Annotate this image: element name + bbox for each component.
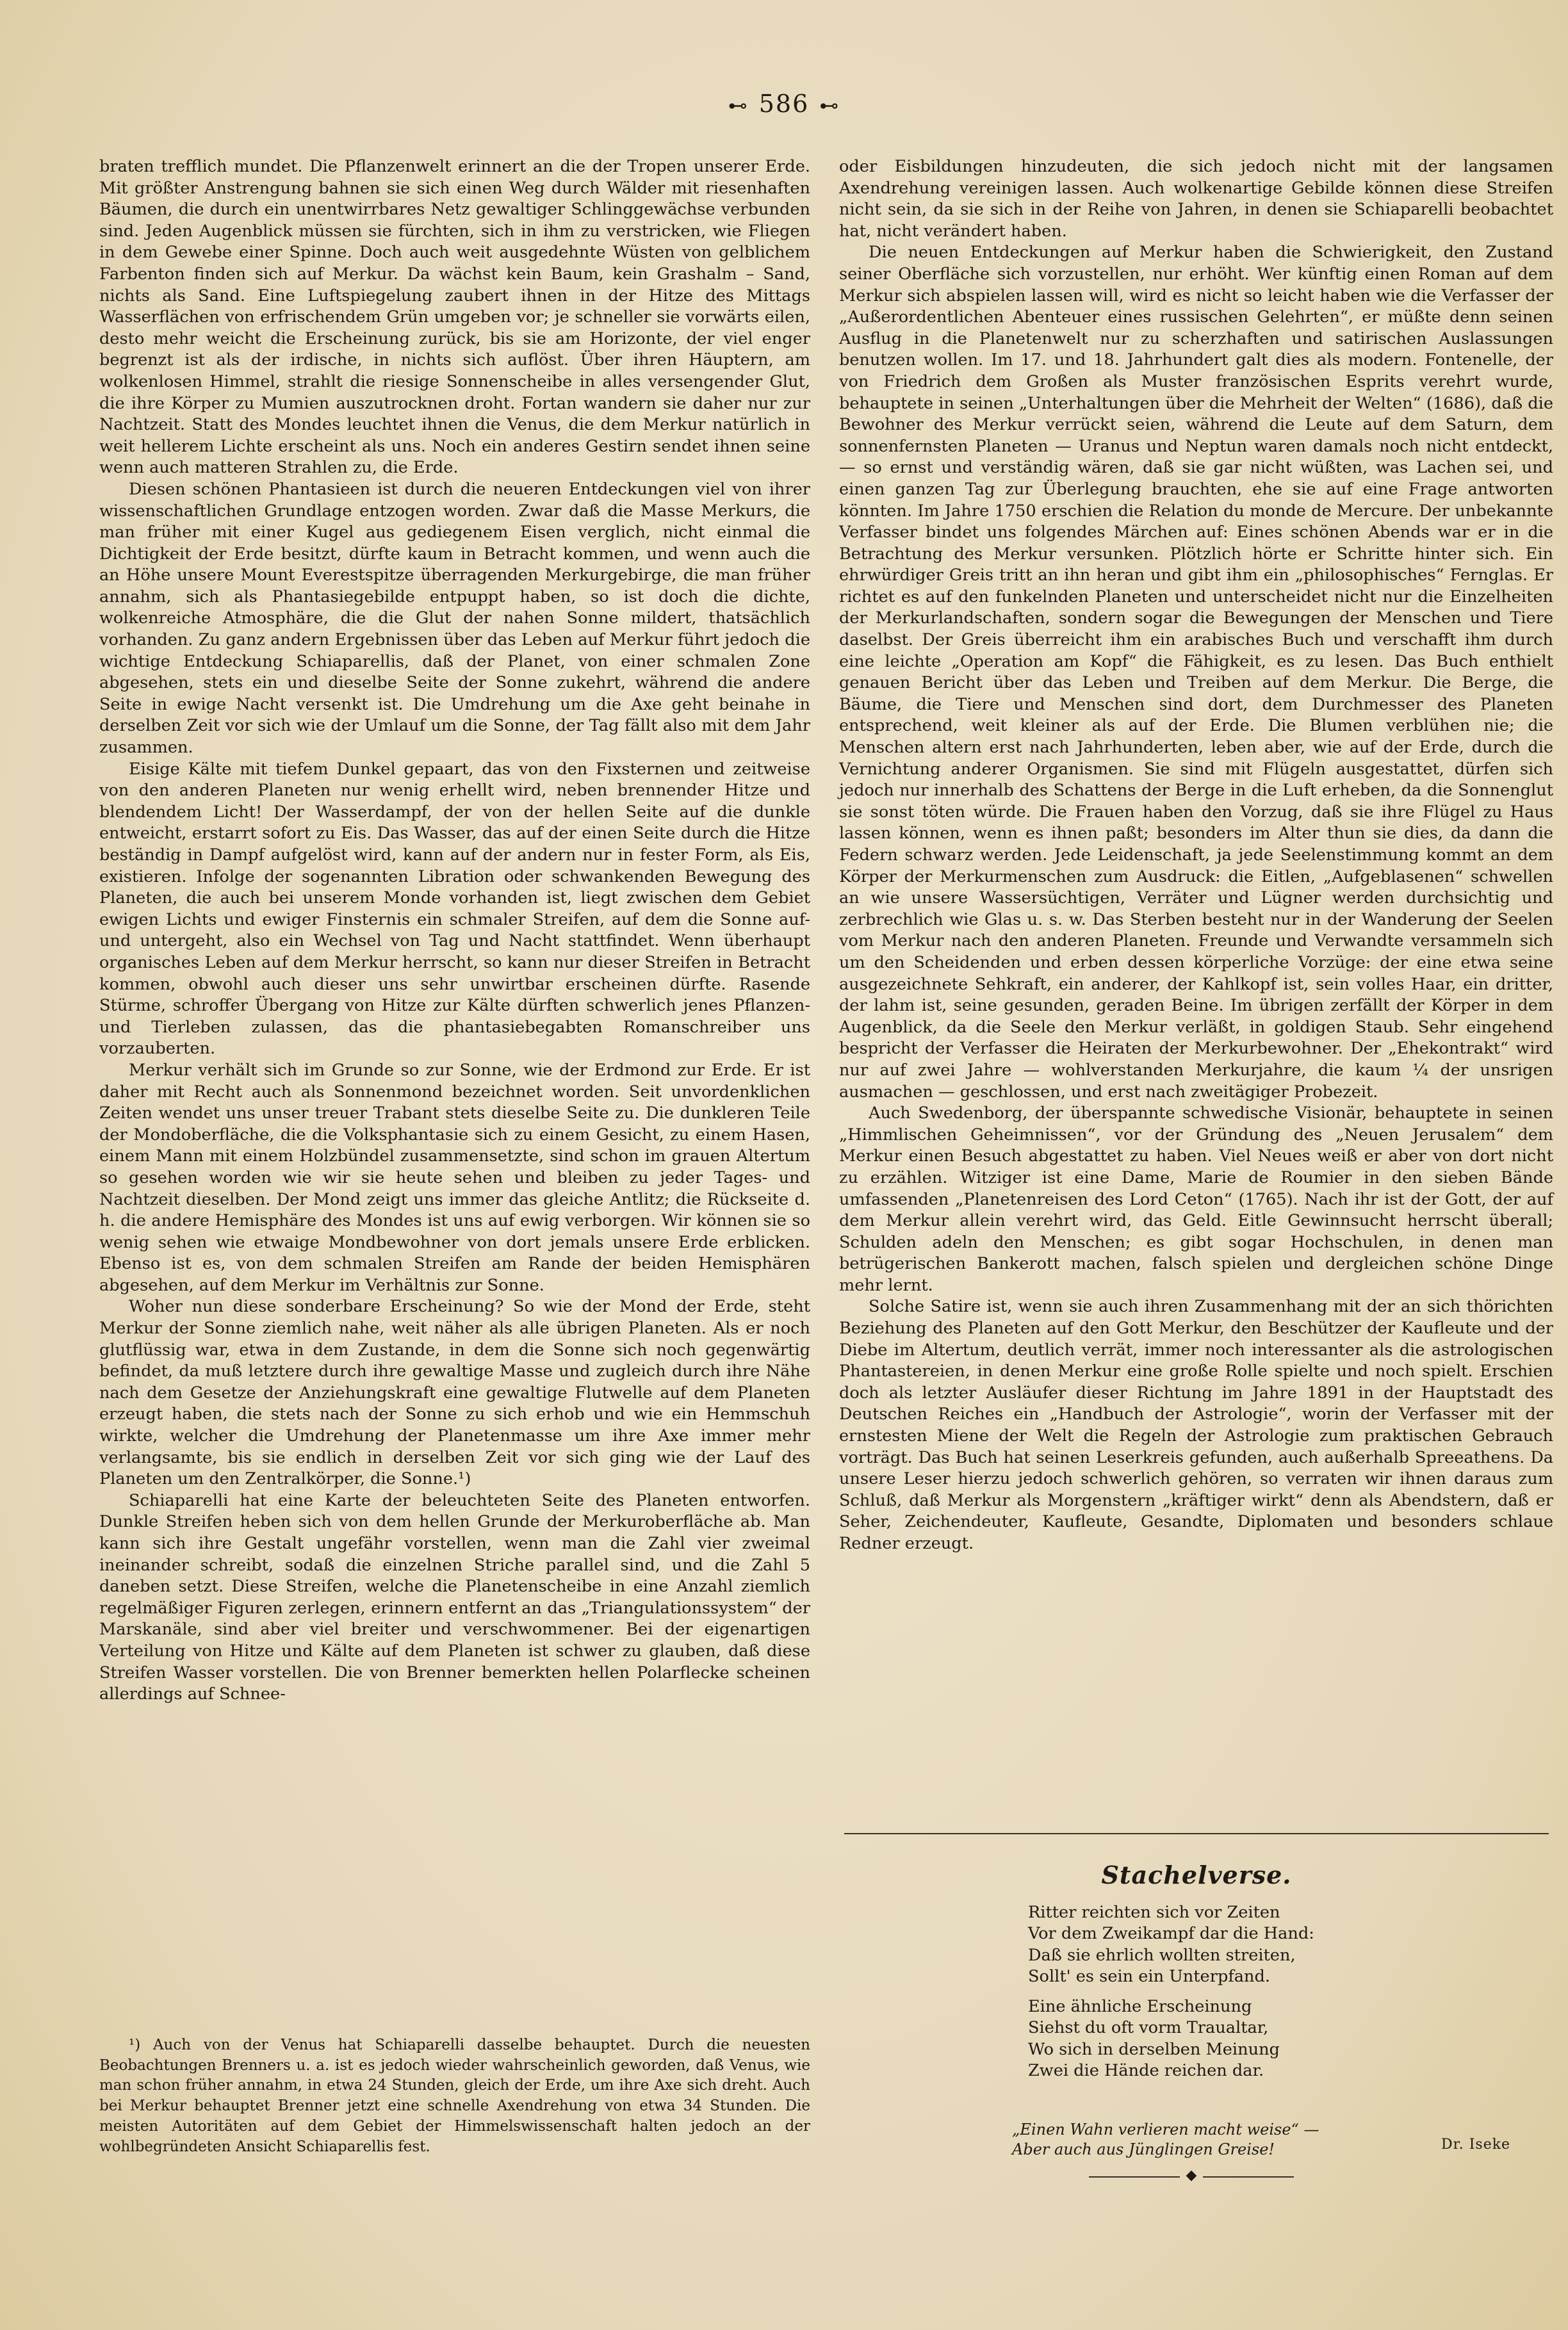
- end-ornament-glyph: ◆: [1180, 2167, 1204, 2183]
- right-paragraph: Solche Satire ist, wenn sie auch ihren Zusammenhang mit der an sich thörichten Beziehung des Planeten auf den Gott Merkur, den Beschützer der Kaufleute und der Diebe im Altertum, deutlich verrät, immer noch interessanter als die astrologischen Phantastereien, in denen Merkur eine große Rolle spielte und noch spielt. Erschien doch als letzter Ausläufer dieser Richtung im Jahre 1891 in der Hauptstadt des Deutschen Reiches ein „Handbuch der Astrologie“, worin der Verfasser mit der ernstesten Miene der Welt die Regeln der Astrologie zum praktischen Gebrauch vorträgt. Das Buch hat seinen Leserkreis gefunden, auch außerhalb Spreeathens. Da unsere Leser hierzu jedoch schwerlich gehören, so verraten wir ihnen daraus zum Schluß, daß Merkur als Morgenstern „kräftiger wirkt“ denn als Abendstern, daß er Seher, Zeichendeuter, Kaufleute, Gesandte, Diplomaten und besonders schlaue Redner erzeugt.: [839, 1297, 1553, 1553]
- poem-line: Siehst du oft vorm Traualtar,: [1028, 2018, 1269, 2038]
- right-column: [839, 156, 1553, 1555]
- right-paragraph: Die neuen Entdeckungen auf Merkur haben die Schwierigkeit, den Zustand seiner Oberfläche sich vorzustellen, nur erhöht. Wer künftig einen Roman auf dem Merkur sich abspielen lassen will, wird es nicht so leicht haben wie die Verfasser der „Außerordentlichen Abenteuer eines russischen Gelehrten“, er müßte denn seinen Ausflug in die Planetenwelt nur zu scherzhaften und satirischen Auslassungen benutzen wollen. Im 17. und 18. Jahrhundert galt dies als modern. Fontenelle, der von Friedrich dem Großen als Muster französischen Esprits verehrt wurde, behauptete in seinen „Unterhaltungen über die Mehrheit der Welten“ (1686), daß die Bewohner des Merkur verrückt seien, während die Leute auf dem Saturn, dem sonnenfernsten Planeten — Uranus und Neptun waren damals noch nicht entdeckt, — so ernst und verständig wären, daß sie gar nicht wüßten, was Lachen sei, und einen ganzen Tag zur Überlegung brauchten, ehe sie auf eine Frage antworten könnten. Im Jahre 1750 erschien die Relation du monde de Mercure. Der unbekannte Verfasser bindet uns folgendes Märchen auf: Eines schönen Abends war er in die Betrachtung des Merkur versunken. Plötzlich hörte er Schritte hinter sich. Ein ehrwürdiger Greis tritt an ihn heran und gibt ihm ein „philosophisches“ Fernglas. Er richtet es auf den funkelnden Planeten und unterscheidet nicht nur die Einzelheiten der Merkurlandschaften, sondern sogar die Bewegungen der Menschen und Tiere daselbst. Der Greis überreicht ihm ein arabisches Buch und verschafft ihm durch eine leichte „Operation am Kopf“ die Fähigkeit, es zu lesen. Das Buch enthielt genauen Bericht über das Leben und Treiben auf dem Merkur. Die Berge, die Bäume, die Tiere und Menschen sind dort, dem Durchmesser des Planeten entsprechend, weit kleiner als auf der Erde. Die Blumen verblühen nie; die Menschen altern erst nach Jahrhunderten, leben aber, wie auf der Erde, durch die Vernichtung anderer Organismen. Sie sind mit Flügeln ausgestattet, dürfen sich jedoch nur innerhalb des Schattens der Berge in die Luft erheben, da die Sonnenglut sie sonst töten würde. Die Frauen haben den Vorzug, daß sie ihre Flügel zu Haus lassen können, wenn es ihnen paßt; besonders im Alter thun sie dies, da dann die Federn schwarz werden. Jede Leidenschaft, ja jede Seelenstimmung kommt an dem Körper der Merkurmenschen zum Ausdruck: die Eitlen, „Aufgeblasenen“ schwellen an wie unsere Wassersüchtigen, Verräter und Lügner werden durchsichtig und zerbrechlich wie Glas u. s. w. Das Sterben besteht nur in der Wanderung der Seelen vom Merkur nach den anderen Planeten. Freunde und Verwandte versammeln sich um den Scheidenden und erben dessen körperliche Vorzüge: der eine etwa seine ausgezeichnete Sehkraft, ein anderer, der Kahlkopf ist, sein volles Haar, ein dritter, der lahm ist, seine gesunden, geraden Beine. Im übrigen zerfällt der Körper in dem Augenblick, da die Seele den Merkur verläßt, in goldigen Staub. Sehr eingehend bespricht der Verfasser die Heiraten der Merkurbewohner. Der „Ehekontrakt“ wird nur auf zwei Jahre — wohlverstanden Merkurjahre, die kaum ¼ der unsrigen ausmachen — geschlossen, und erst nach zweitägiger Probezeit.: [839, 243, 1553, 1102]
- end-ornament: [1089, 2167, 1294, 2194]
- poem-title: Stachelverse.: [1101, 1861, 1292, 1889]
- poem-line: Daß sie ehrlich wollten streiten,: [1028, 1945, 1296, 1965]
- poem-line: Wo sich in derselben Meinung: [1028, 2039, 1280, 2059]
- poem-stanza: [1028, 1996, 1528, 2082]
- left-paragraph: Diesen schönen Phantasieen ist durch die neueren Entdeckungen viel von ihrer wissenschaftlichen Grundlage entzogen worden. Zwar daß die Masse Merkurs, die man früher mit einer Kugel aus gediegenem Eisen verglich, nicht einmal die Dichtigkeit der Erde besitzt, dürfte kaum in Betracht kommen, und wenn auch die an Höhe unsere Mount Everestspitze überragenden Merkurgebirge, die man früher annahm, sich als Phantasiegebilde entpuppt haben, so ist doch die dichte, wolkenreiche Atmosphäre, die die Glut der nahen Sonne mildert, thatsächlich vorhanden. Zu ganz andern Ergebnissen über das Leben auf Merkur führt jedoch die wichtige Entdeckung Schiaparellis, daß der Planet, von einer schmalen Zone abgesehen, stets ein und dieselbe Seite der Sonne zukehrt, während die andere Seite in ewige Nacht versenkt ist. Die Umdrehung um die Axe geht beinahe in derselben Zeit vor sich wie der Umlauf um die Sonne, der Tag fällt also mit dem Jahr zusammen.: [99, 479, 810, 758]
- ornament-left: ⊷: [728, 95, 749, 117]
- poem-author: Dr. Iseke: [1441, 2137, 1511, 2153]
- poem-line: Ritter reichten sich vor Zeiten: [1028, 1903, 1280, 1922]
- right-paragraph: Auch Swedenborg, der überspannte schwedische Visionär, behauptete in seinen „Himmlischen Geheimnissen“, vor der Gründung des „Neuen Jerusalem“ dem Merkur einen Besuch abgestattet zu haben. Viel Neues weiß er aber von dort nicht zu erzählen. Witziger ist eine Dame, Marie de Roumier in den sieben Bände umfassenden „Planetenreisen des Lord Ceton“ (1765). Nach ihr ist der Gott, der auf dem Merkur allein verehrt wird, das Geld. Eitle Gewinnsucht herrscht überall; Schulden adeln den Menschen; es gibt sogar Hochschulen, in denen man betrügerischen Bankerott machen, falsch spielen und dergleichen schöne Dinge mehr lernt.: [839, 1104, 1553, 1295]
- page-number-header: [0, 90, 1568, 118]
- left-paragraph: Merkur verhält sich im Grunde so zur Sonne, wie der Erdmond zur Erde. Er ist daher mit Recht auch als Sonnenmond bezeichnet worden. Seit unvordenklichen Zeiten wendet uns unser treuer Trabant stets dieselbe Seite zu. Die dunkleren Teile der Mondoberfläche, die die Volksphantasie sich zu einem Gesicht, zu einem Hasen, einem Mann mit einem Holzbündel zusammensetzte, sind schon im grauen Altertum so gesehen worden wie wir sie heute sehen und bleiben zu jeder Tages- und Nachtzeit dieselben. Der Mond zeigt uns immer das gleiche Antlitz; die Rückseite d. h. die andere Hemisphäre des Mondes ist uns auf ewig verborgen. Wir können sie so wenig sehen wie etwaige Mondbewohner von dort jemals unsere Erde erblicken. Ebenso ist es, von dem schmalen Streifen am Rande der beiden Hemisphären abgesehen, auf dem Merkur im Verhältnis zur Sonne.: [99, 1060, 810, 1295]
- left-paragraph: Eisige Kälte mit tiefem Dunkel gepaart, das von den Fixsternen und zeitweise von den anderen Planeten nur wenig erhellt wird, neben brennender Hitze und blendendem Licht! Der Wasserdampf, der von der hellen Seite auf die dunkle entweicht, erstarrt sofort zu Eis. Das Wasser, das auf der einen Seite durch die Hitze beständig in Dampf aufgelöst wird, kann auf der andern nur in fester Form, als Eis, existieren. Infolge der sogenannten Libration oder schwankenden Bewegung des Planeten, die auch bei unserem Monde vorhanden ist, liegt zwischen dem Gebiet ewigen Lichts und ewiger Finsternis ein schmaler Streifen, auf dem die Sonne auf- und untergeht, also ein Wechsel von Tag und Nacht stattfindet. Wenn überhaupt organisches Leben auf dem Merkur herrscht, so kann nur dieser Streifen in Betracht kommen, obwohl auch dieser uns sehr unwirtbar erscheinen dürfte. Rasende Stürme, schroffer Übergang von Hitze zur Kälte dürften schwerlich jenes Pflanzen- und Tierleben zulassen, das die phantasiebegabten Romanschreiber uns vorzauberten.: [99, 759, 810, 1059]
- right-paragraph: oder Eisbildungen hinzudeuten, die sich jedoch nicht mit der langsamen Axendrehung vereinigen lassen. Auch wolkenartige Gebilde können diese Streifen nicht sein, da sie sich in der Reihe von Jahren, in denen sie Schiaparelli beobachtet hat, nicht verändert haben.: [839, 157, 1553, 241]
- page-number: 586: [758, 90, 810, 118]
- left-paragraph: braten trefflich mundet. Die Pflanzenwelt erinnert an die der Tropen unserer Erde. Mit größter Anstrengung bahnen sie sich einen Weg durch Wälder mit riesenhaften Bäumen, die durch ein unentwirrbares Netz gewaltiger Schlinggewächse verbunden sind. Jeden Augenblick müssen sie fürchten, sich in ihm zu verstricken, wie Fliegen in dem Gewebe einer Spinne. Doch auch weit ausgedehnte Wüsten von gelblichem Farbenton finden sich auf Merkur. Da wächst kein Baum, kein Grashalm – Sand, nichts als Sand. Eine Luftspiegelung zaubert ihnen in der Hitze des Mittags Wasserflächen von erfrischendem Grün umgeben vor; je schneller sie vorwärts eilen, desto mehr weicht die Erscheinung zurück, bis sie am Horizonte, der viel enger begrenzt ist als der irdische, in nichts sich auflöst. Über ihren Häuptern, am wolkenlosen Himmel, strahlt die riesige Sonnenscheibe in alles versengender Glut, die ihre Körper zu Mumien auszutrocknen droht. Fortan wandern sie daher nur zur Nachtzeit. Statt des Mondes leuchtet ihnen die Venus, die dem Merkur natürlich in weit hellerem Lichte erscheint als uns. Noch ein anderes Gestirn sendet ihnen seine wenn auch matteren Strahlen zu, die Erde.: [99, 157, 810, 478]
- poem-motto: [1012, 2120, 1409, 2160]
- left-column: [99, 156, 810, 1706]
- poem-line: Zwei die Hände reichen dar.: [1028, 2061, 1264, 2081]
- motto-line: „Einen Wahn verlieren macht weise“ —: [1012, 2121, 1319, 2139]
- poem-body: [1028, 1902, 1528, 2090]
- section-divider: [844, 1833, 1549, 1834]
- poem-line: Sollt' es sein ein Unterpfand.: [1028, 1966, 1271, 1986]
- left-paragraph: Woher nun diese sonderbare Erscheinung? So wie der Mond der Erde, steht Merkur der Sonne ziemlich nahe, weit näher als alle übrigen Planeten. Als er noch glutflüssig war, etwa in dem Zustande, in dem die Sonne sich noch gegenwärtig befindet, da muß letztere durch ihre gewaltige Masse und zugleich durch ihre Nähe nach dem Gesetze der Anziehungskraft eine gewaltige Flutwelle auf dem Planeten erzeugt haben, die stets nach der Sonne zu sich erhob und wie ein Hemmschuh wirkte, welcher die Umdrehung der Planetenmasse um ihre Axe immer mehr verlangsamte, bis sie endlich in derselben Zeit vor sich ging wie der Lauf des Planeten um den Zentralkörper, die Sonne.¹): [99, 1297, 810, 1489]
- poem-stanza: [1028, 1902, 1528, 1987]
- motto-line: Aber auch aus Jünglingen Greise!: [1012, 2140, 1275, 2158]
- poem-line: Vor dem Zweikampf dar die Hand:: [1028, 1924, 1314, 1944]
- poem-line: Eine ähnliche Erscheinung: [1028, 1997, 1252, 2017]
- footnote-text: ¹) Auch von der Venus hat Schiaparelli dasselbe behauptet. Durch die neuesten Beobachtungen Brenners u. a. ist es jedoch wieder wahrscheinlich geworden, daß Venus, wie man schon früher annahm, in etwa 24 Stunden, gleich der Erde, um ihre Axe sich dreht. Auch bei Merkur behauptet Brenner jetzt eine schnelle Axendrehung von etwa 34 Stunden. Die meisten Autoritäten auf dem Gebiet der Himmelswissenschaft halten jedoch an der wohlbegründeten Ansicht Schiaparellis fest.: [99, 2037, 810, 2155]
- left-paragraph: Schiaparelli hat eine Karte der beleuchteten Seite des Planeten entworfen. Dunkle Streifen heben sich von dem hellen Grunde der Merkuroberfläche ab. Man kann sich ihre Gestalt ungefähr vorstellen, wenn man die Zahl vier zweimal ineinander schreibt, sodaß die einzelnen Striche parallel sind, und die Zahl 5 daneben setzt. Diese Streifen, welche die Planetenscheibe in eine Anzahl ziemlich regelmäßiger Figuren zerlegen, erinnern entfernt an das „Triangulationssystem“ der Marskanäle, sind aber viel breiter und verschwommener. Bei der eigenartigen Verteilung von Hitze und Kälte auf dem Planeten ist schwer zu glauben, daß diese Streifen Wasser vorstellen. Die von Brenner bemerkten hellen Polarflecke scheinen allerdings auf Schnee-: [99, 1490, 810, 1704]
- footnote: [99, 2035, 810, 2157]
- ornament-right: ⊷: [819, 95, 840, 117]
